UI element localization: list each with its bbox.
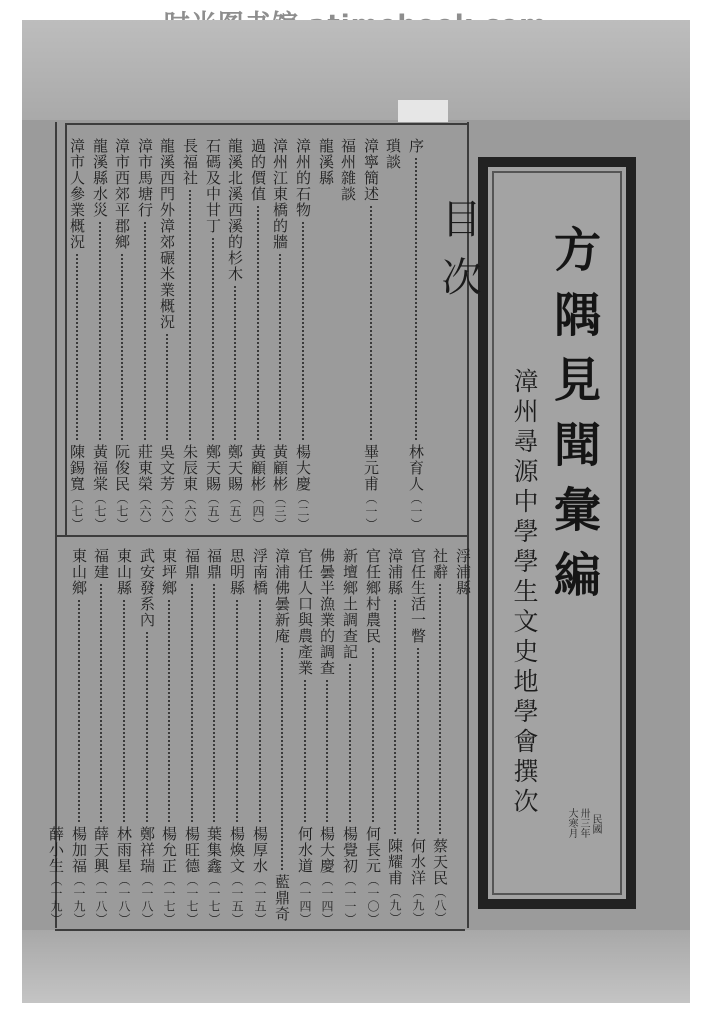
dot-leader	[213, 584, 215, 822]
date-line-3: 大寒月	[566, 808, 577, 838]
toc-entry-page: （六）	[183, 492, 197, 531]
dot-leader	[78, 600, 80, 822]
toc-entry-page: （三）	[273, 492, 287, 531]
dot-leader	[76, 254, 78, 440]
dot-leader	[123, 600, 125, 822]
toc-entry-page: （一八）	[117, 874, 131, 926]
toc-entry-author: 楊加福	[70, 826, 88, 874]
toc-entry-page: （一五）	[253, 874, 267, 926]
toc-entry-title: 漳州江東橋的牆	[271, 138, 289, 250]
toc-entry-title: 龍溪縣水災	[91, 138, 109, 218]
toc-entry-author: 蔡天民	[431, 838, 449, 886]
toc-entry-title: 浮南橋	[251, 548, 269, 596]
dot-leader	[439, 584, 441, 834]
toc-entry-title: 思明縣	[228, 548, 246, 596]
toc-entry-title: 過的價值	[249, 138, 267, 202]
dot-leader	[121, 254, 123, 440]
toc-entry-title: 龍溪西門外漳郊碾米業概況	[158, 138, 176, 330]
toc-entry-title: 瑣談	[384, 138, 402, 170]
toc-entry-title: 官任鄉村農民	[364, 548, 382, 644]
toc-entry-page: （四）	[251, 492, 265, 531]
page-top-margin	[22, 20, 690, 120]
toc-entry-author: 楊煥文	[228, 826, 246, 874]
toc-entry-page: （一七）	[162, 874, 176, 926]
toc-entry-title: 東坪鄉	[160, 548, 178, 596]
toc-entry-title: 漳浦縣	[386, 548, 404, 596]
dot-leader	[168, 600, 170, 822]
dot-leader	[259, 600, 261, 822]
toc-entry-page: （一〇）	[366, 874, 380, 926]
dot-leader	[326, 680, 328, 822]
toc-entry-author: 黃顧彬	[271, 444, 289, 492]
toc-entry-page: （一八）	[94, 874, 108, 926]
toc-entry-author: 林育人	[407, 444, 425, 492]
toc-entry-author: 陳耀甫	[386, 838, 404, 886]
toc-entry-title: 漳州的石物	[294, 138, 312, 218]
toc-entry-title: 漳市西郊平郡鄉	[113, 138, 131, 250]
toc-entry-page: （七）	[115, 492, 129, 531]
date-line-1: 民國	[590, 814, 601, 834]
toc-entry-author: 何長元	[364, 826, 382, 874]
toc-entry-author: 薛天興	[92, 826, 110, 874]
toc-entry-page: （二）	[296, 492, 310, 531]
toc-entry-title: 福鼎	[183, 548, 201, 580]
toc-entry-page: （一四）	[320, 874, 334, 926]
toc-entry-title: 序	[407, 138, 425, 154]
dot-leader	[304, 680, 306, 822]
toc-entry-title: 新壇鄉土調查記	[341, 548, 359, 660]
toc-entry-author: 楊允正	[160, 826, 178, 874]
toc-entry-title: 官任生活一瞥	[409, 548, 427, 644]
toc-entry-page: （七）	[70, 492, 84, 531]
toc-entry-title: 漳市馬塘行	[136, 138, 154, 218]
toc-entry-page: （七）	[93, 492, 107, 531]
toc-entry-author: 吳文芳	[158, 444, 176, 492]
dot-leader	[279, 254, 281, 440]
toc-entry-page: （九）	[388, 886, 402, 925]
toc-entry-author: 何水道	[296, 826, 314, 874]
dot-leader	[257, 206, 259, 440]
dot-leader	[394, 600, 396, 834]
toc-entry-title: 社辭	[431, 548, 449, 580]
toc-entry-author: 畢元甫	[362, 444, 380, 492]
publisher-line: 漳州尋源中學學生文史地學會撰次	[510, 368, 539, 818]
toc-entry-author: 楊覺初	[341, 826, 359, 874]
toc-entry-page: （八）	[433, 886, 447, 925]
toc-entry-page: （一）	[364, 492, 378, 531]
toc-entry-author: 莊東榮	[136, 444, 154, 492]
toc-entry-title: 漳浦佛曇新庵	[273, 548, 291, 644]
toc-entry-title: 石碼及中甘丁	[204, 138, 222, 234]
toc-entry-page: （一八）	[140, 874, 154, 926]
toc-entry-page: （一）	[409, 492, 423, 531]
toc-entry-page: （一五）	[230, 874, 244, 926]
dot-leader	[234, 286, 236, 440]
dot-leader	[144, 222, 146, 440]
toc-entry-title: 福鼎	[205, 548, 223, 580]
toc-entry-page: （五）	[206, 492, 220, 531]
toc-entry-page: （九）	[411, 886, 425, 925]
toc-entry-title: 漳市人參業概況	[68, 138, 86, 250]
dot-leader	[146, 632, 148, 822]
toc-entry-title: 浮浦縣	[454, 548, 472, 596]
dot-leader	[417, 648, 419, 834]
toc-entry-author: 陳錫寬	[68, 444, 86, 492]
toc-entry-author: 薛小生	[47, 826, 65, 874]
toc-entry-author: 鄭祥瑞	[138, 826, 156, 874]
toc-entry-page: （六）	[160, 492, 174, 531]
toc-entry-author: 楊大慶	[294, 444, 312, 492]
dot-leader	[349, 664, 351, 822]
toc-entry-author: 黃顧彬	[249, 444, 267, 492]
dot-leader	[415, 158, 417, 440]
dot-leader	[236, 600, 238, 822]
dot-leader	[100, 584, 102, 822]
toc-entry-page: （一七）	[207, 874, 221, 926]
toc-entry-author: 藍鼎奇	[273, 874, 291, 922]
toc-heading: 目次	[435, 198, 481, 314]
toc-entry-author: 楊厚水	[251, 826, 269, 874]
toc-entry-author: 鄭天賜	[226, 444, 244, 492]
toc-entry-title: 福建	[92, 548, 110, 580]
dot-leader	[372, 648, 374, 822]
toc-entry-page: （一七）	[185, 874, 199, 926]
toc-entry-author: 黃福棠	[91, 444, 109, 492]
toc-entry-author: 楊旺德	[183, 826, 201, 874]
toc-entry-author: 何水洋	[409, 838, 427, 886]
toc-entry-title: 長福社	[181, 138, 199, 186]
toc-entry-title: 武安發系內	[138, 548, 156, 628]
page-bottom-margin	[22, 930, 690, 1003]
toc-entry-page: （六）	[138, 492, 152, 531]
toc-entry-title: 龍溪北溪西溪的杉木	[226, 138, 244, 282]
toc-entry-author: 阮俊民	[113, 444, 131, 492]
toc-entry-page: （一九）	[49, 874, 63, 926]
dot-leader	[302, 222, 304, 440]
toc-entry-title: 龍溪縣	[317, 138, 335, 186]
paper-tab	[398, 100, 448, 122]
toc-entry-page: （一一）	[343, 874, 357, 926]
dot-leader	[281, 648, 283, 870]
dot-leader	[191, 584, 193, 822]
toc-entry-page: （一四）	[298, 874, 312, 926]
toc-entry-author: 楊大慶	[318, 826, 336, 874]
toc-entry-title: 漳寧簡述	[362, 138, 380, 202]
dot-leader	[189, 190, 191, 440]
toc-entry-author: 朱辰東	[181, 444, 199, 492]
dot-leader	[99, 222, 101, 440]
toc-entry-title: 佛曇半漁業的調查	[318, 548, 336, 676]
toc-entry-author: 葉集鑫	[205, 826, 223, 874]
toc-entry-page: （一九）	[72, 874, 86, 926]
dot-leader	[212, 238, 214, 440]
toc-entry-title: 官任人口與農產業	[296, 548, 314, 676]
toc-entry-author: 林雨星	[115, 826, 133, 874]
toc-entry-page: （五）	[228, 492, 242, 531]
date-line-2: 卅三年	[578, 808, 589, 838]
toc-entry-title: 東山縣	[115, 548, 133, 596]
book-title: 方隅見聞彙編	[546, 225, 601, 615]
dot-leader	[370, 206, 372, 440]
dot-leader	[166, 334, 168, 440]
toc-entry-title: 東山鄉	[70, 548, 88, 596]
toc-entry-title: 福州雜談	[339, 138, 357, 202]
toc-entry-author: 鄭天賜	[204, 444, 222, 492]
